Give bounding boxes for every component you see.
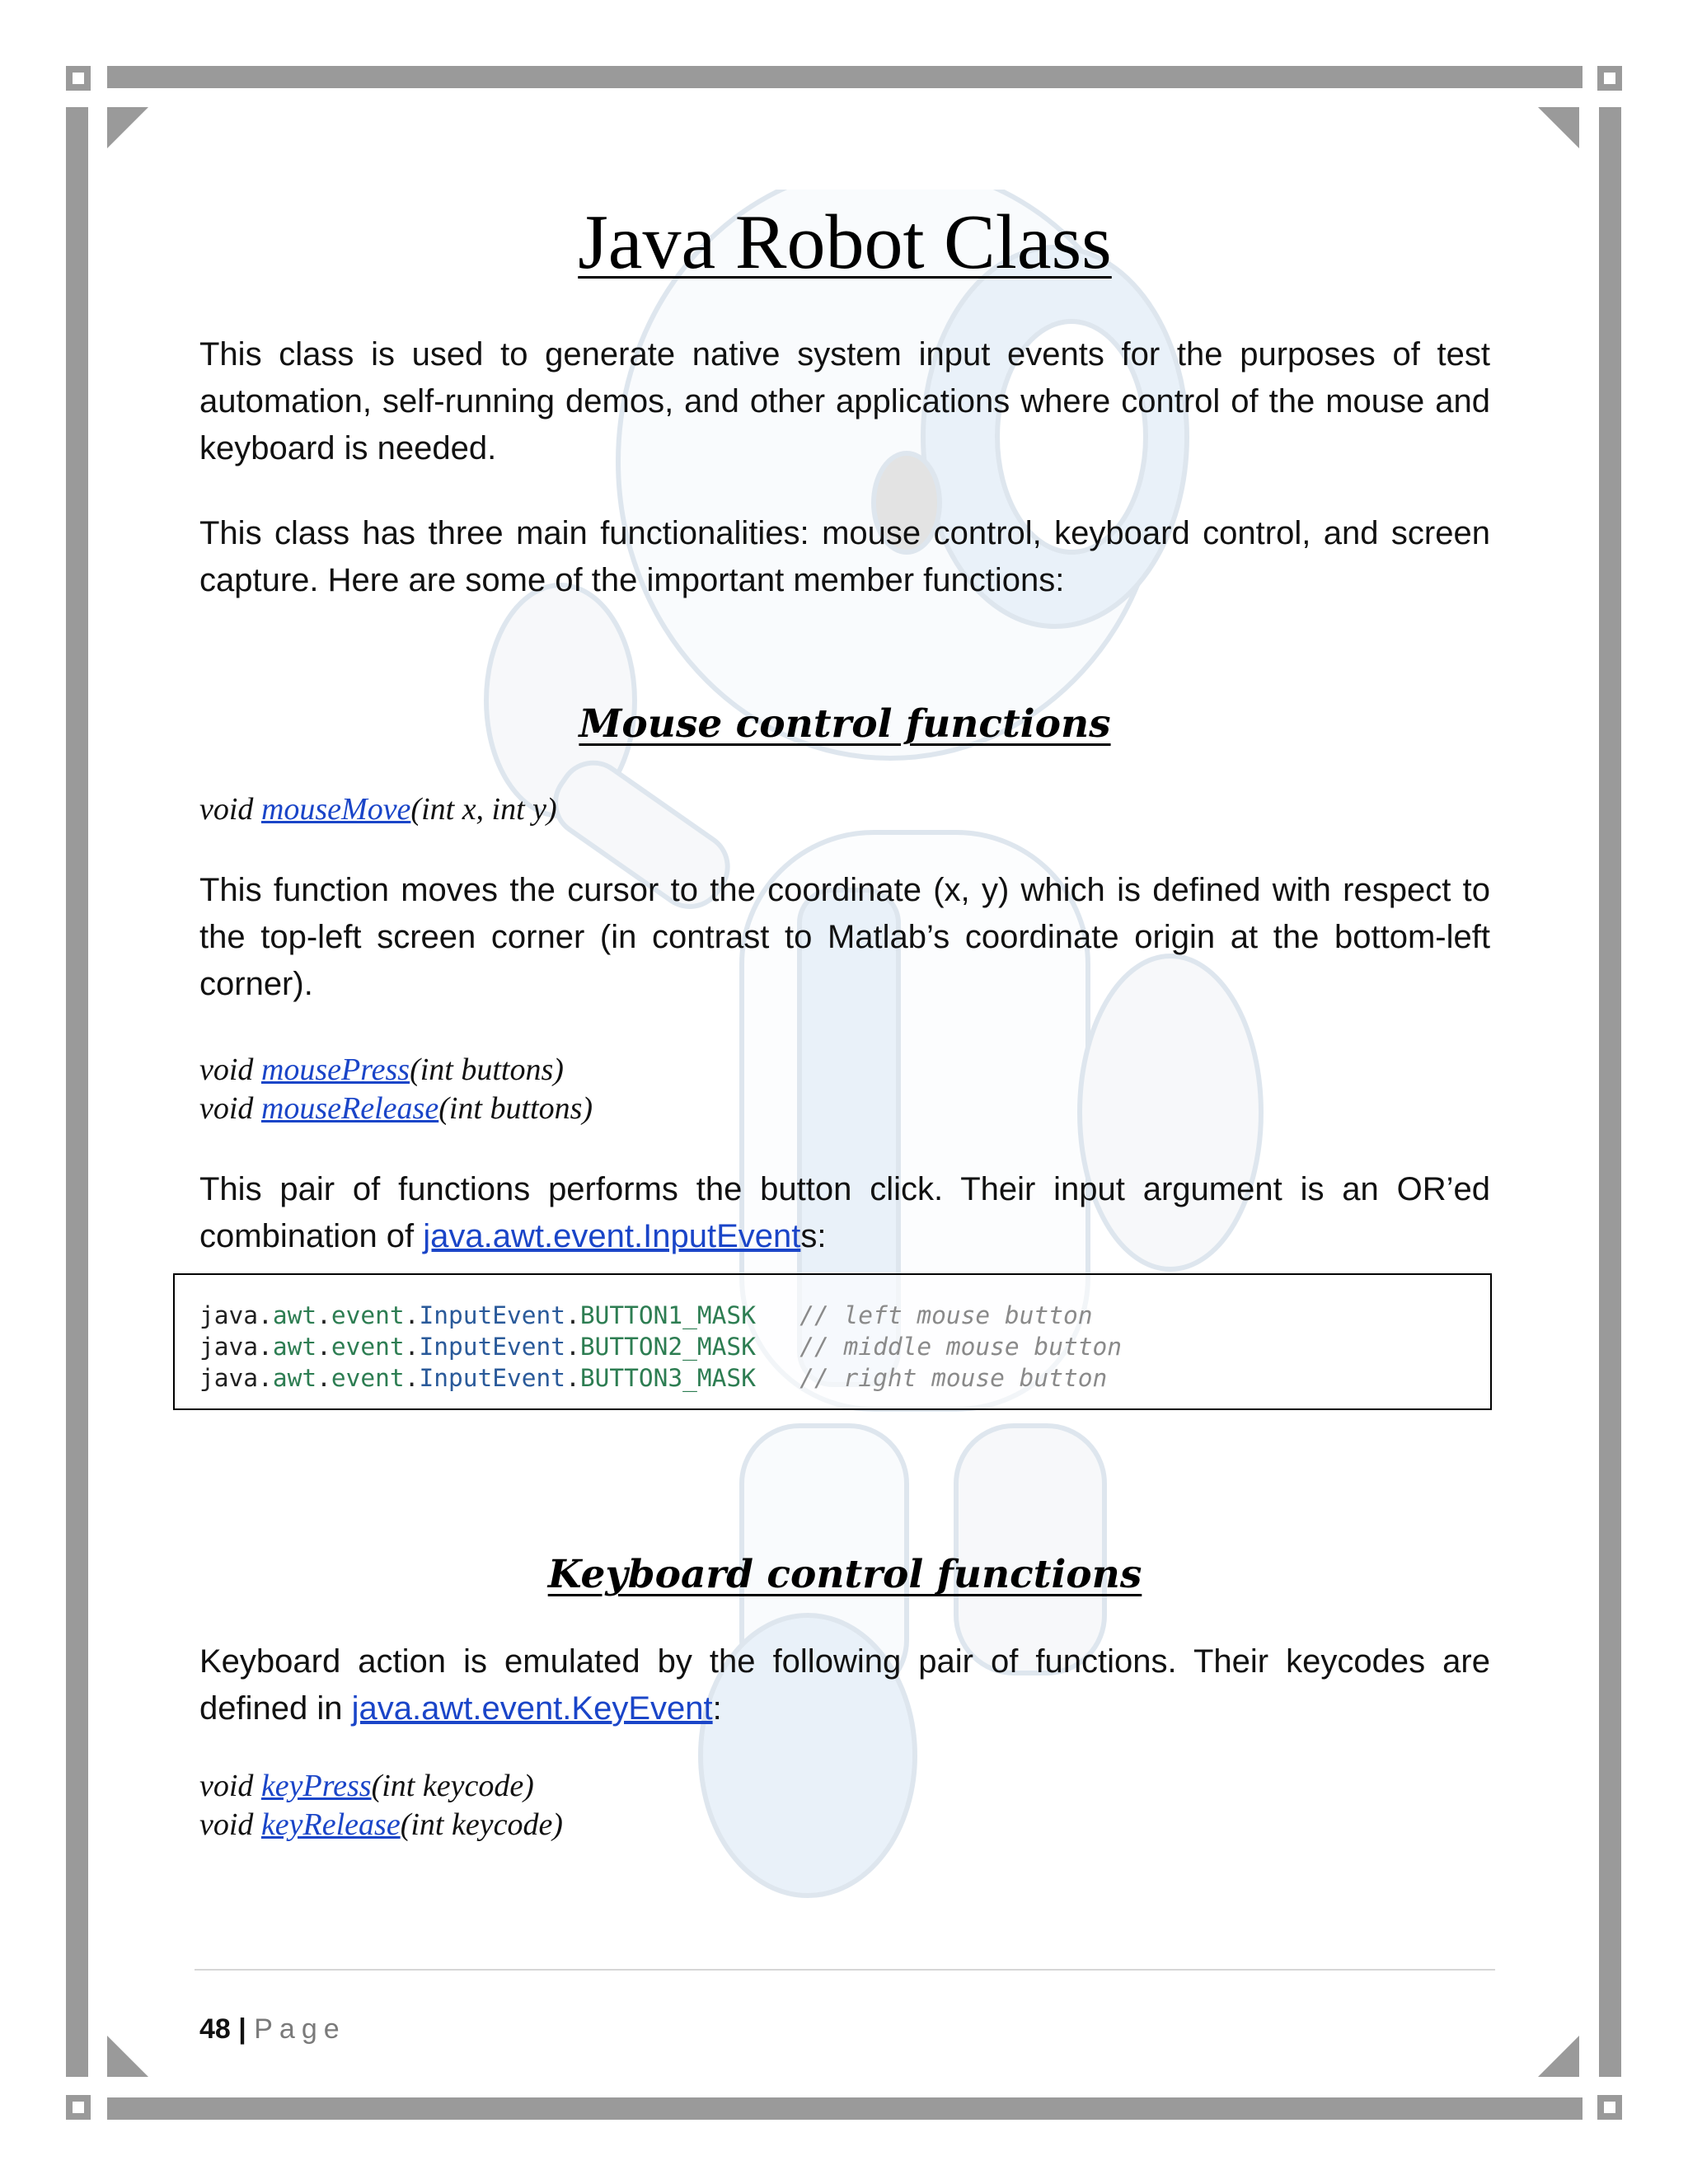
description-text: s: [800,1218,827,1255]
code-line: java.awt.event.InputEvent.BUTTON3_MASK // right mouse button [199,1364,1108,1393]
input-event-link[interactable]: java.awt.event.InputEvent [423,1218,801,1255]
mouse-release-link[interactable]: mouseRelease [260,1091,439,1127]
footer-divider [195,1969,1495,1971]
frame-triangle-top-right [1538,107,1579,148]
frame-triangle-top-left [107,107,148,148]
code-comment: // middle mouse button [799,1333,1122,1361]
page-footer [199,2013,346,2046]
code-token: java [199,1364,259,1393]
code-padding [756,1364,799,1392]
code-token: awt [272,1333,317,1361]
return-type: void [199,1091,254,1127]
frame-left-bar [66,107,88,2077]
key-press-signature [199,1767,1490,1806]
return-type: void [199,1768,254,1803]
code-token: InputEvent [419,1301,566,1330]
keyboard-section-heading: Keyboard control functions [547,1552,1142,1598]
code-token: BUTTON3_MASK [579,1364,756,1393]
mouse-release-signature [199,1090,1490,1128]
button-click-description [199,1166,1490,1260]
args: (int x, int y) [410,792,557,827]
code-token: java [199,1333,259,1361]
frame-corner-top-left [66,66,91,91]
return-type: void [199,1807,254,1842]
frame-top-bar [107,66,1582,88]
key-release-signature [199,1806,1490,1844]
code-block [173,1273,1492,1410]
return-type: void [199,792,254,827]
frame-corner-bottom-left [66,2095,91,2120]
frame-corner-bottom-right [1597,2095,1622,2120]
code-token: awt [272,1301,317,1330]
code-comment: // right mouse button [799,1364,1108,1393]
code-padding [756,1333,799,1361]
frame-bottom-bar [107,2097,1582,2120]
frame-triangle-bottom-left [107,2036,148,2077]
code-padding [756,1301,799,1329]
mouse-section-heading: Mouse control functions [579,701,1111,748]
page-content [199,198,1490,1844]
key-event-link[interactable]: java.awt.event.KeyEvent [351,1690,713,1727]
page-label: Page [254,2013,346,2045]
key-press-release-signatures [199,1767,1490,1844]
code-line: java.awt.event.InputEvent.BUTTON1_MASK // left mouse button [199,1301,1093,1330]
frame-right-bar [1599,107,1621,2077]
code-token: event [331,1301,405,1330]
args: (int keycode) [400,1807,563,1842]
page-title: Java Robot Class [578,199,1112,285]
code-token: awt [272,1364,317,1393]
code-token: event [331,1364,405,1393]
page-number: 48 [199,2013,231,2045]
code-token: InputEvent [419,1364,566,1393]
code-token: InputEvent [419,1333,566,1361]
key-press-link[interactable]: keyPress [260,1768,372,1803]
mouse-move-link[interactable]: mouseMove [260,792,411,827]
description-text: : [712,1690,722,1727]
mouse-press-release-signatures [199,1051,1490,1128]
mouse-press-link[interactable]: mousePress [260,1052,410,1088]
key-release-link[interactable]: keyRelease [260,1807,401,1842]
code-token: BUTTON1_MASK [579,1301,756,1330]
frame-triangle-bottom-right [1538,2036,1579,2077]
code-line: java.awt.event.InputEvent.BUTTON2_MASK // middle mouse button [199,1333,1122,1361]
code-token: BUTTON2_MASK [579,1333,756,1361]
args: (int buttons) [438,1091,593,1127]
args: (int keycode) [371,1768,534,1803]
intro-paragraph-1: This class is used to generate native system input events for the purposes of test automation, self-running demos, and other applications where control of the mouse and keyboard is needed. [199,336,1490,467]
args: (int buttons) [410,1052,564,1088]
code-token: event [331,1333,405,1361]
description-text: Keyboard action is emulated by the following pair of functions. Their keycodes are defined in [199,1643,1490,1727]
mouse-press-signature [199,1051,1490,1090]
keyboard-description [199,1638,1490,1732]
intro-paragraph-2: This class has three main functionalities: mouse control, keyboard control, and screen capture. Here are some of the important member functions: [199,515,1490,599]
description-text: This pair of functions performs the button click. Their input argument is an OR’ed combination of [199,1171,1490,1255]
footer-separator: | [238,2013,246,2045]
mouse-move-description: This function moves the cursor to the coordinate (x, y) which is defined with respect to the top-left screen corner (in contrast to Matlab’s coordinate origin at the bottom-left corner). [199,872,1490,1003]
frame-corner-top-right [1597,66,1622,91]
mouse-move-signature [199,790,1490,829]
code-comment: // left mouse button [799,1301,1093,1330]
code-token: java [199,1301,259,1330]
return-type: void [199,1052,254,1088]
